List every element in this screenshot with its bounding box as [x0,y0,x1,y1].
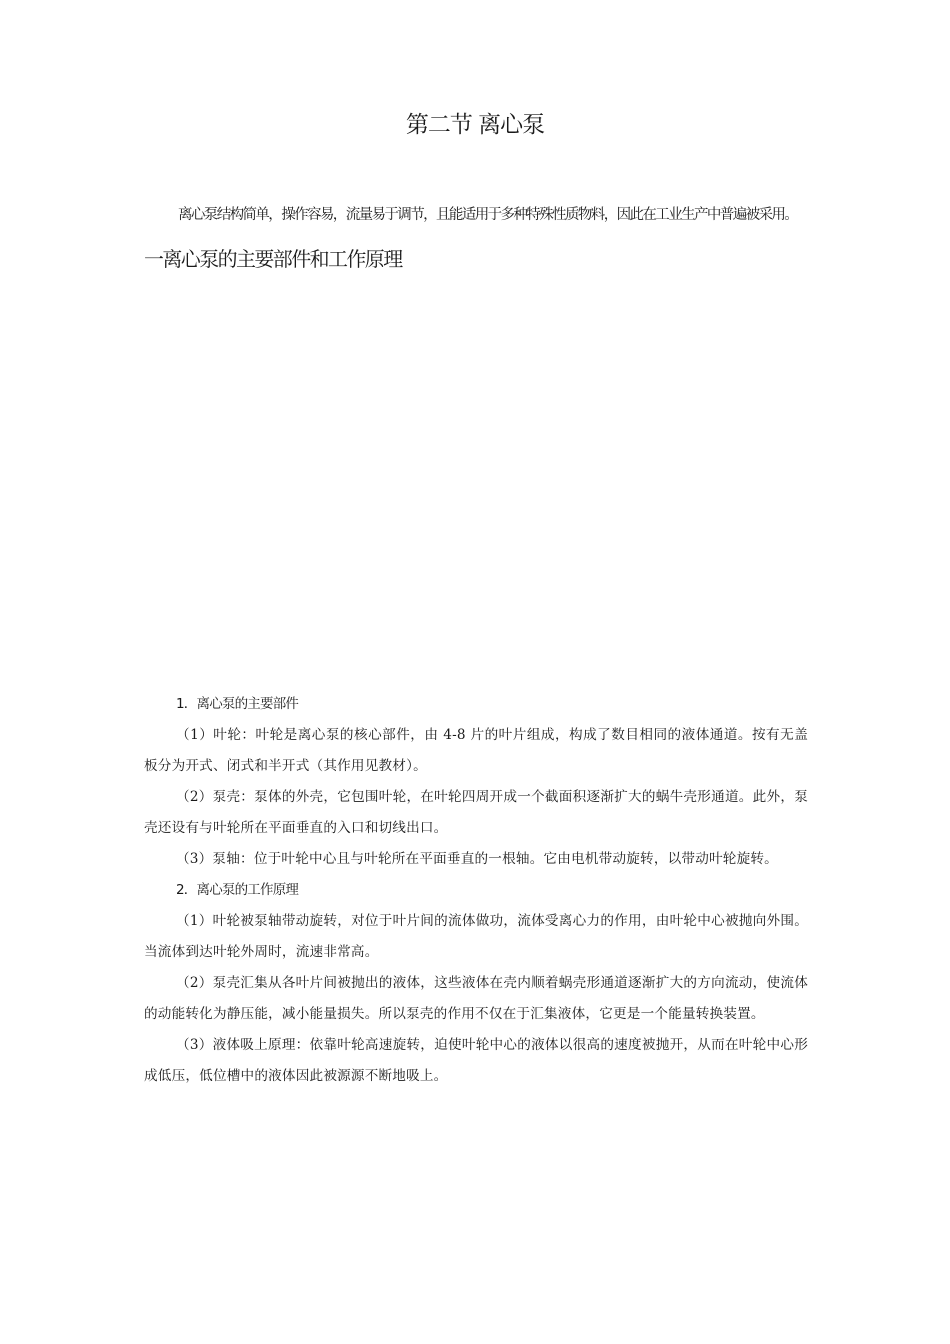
parts-paragraph-impeller: （1）叶轮：叶轮是离心泵的核心部件，由 4-8 片的叶片组成，构成了数目相同的液体通道。按有无盖板分为开式、闭式和半开式（其作用见教材）。 [144,727,808,774]
body-text [144,689,808,1092]
page-title: 第二节 离心泵 [405,112,545,138]
section-heading: 一离心泵的主要部件和工作原理 [144,247,402,271]
principle-paragraph-1: （1）叶轮被泵轴带动旋转，对位于叶片间的流体做功，流体受离心力的作用，由叶轮中心被抛向外围。当流体到达叶轮外周时，流速非常高。 [144,913,808,960]
parts-heading: 1．离心泵的主要部件 [176,696,299,712]
principle-heading: 2．离心泵的工作原理 [176,882,299,898]
parts-paragraph-shaft: （3）泵轴：位于叶轮中心且与叶轮所在平面垂直的一根轴。它由电机带动旋转，以带动叶轮旋转。 [176,851,778,867]
parts-paragraph-casing: （2）泵壳：泵体的外壳，它包围叶轮，在叶轮四周开成一个截面积逐渐扩大的蜗牛壳形通道。此外，泵壳还设有与叶轮所在平面垂直的入口和切线出口。 [144,789,808,836]
figure-placeholder [144,285,806,680]
intro-paragraph: 离心泵结构简单，操作容易，流量易于调节，且能适用于多种特殊性质物料，因此在工业生产中普遍被采用。 [178,207,798,223]
principle-paragraph-2: （2）泵壳汇集从各叶片间被抛出的液体，这些液体在壳内顺着蜗壳形通道逐渐扩大的方向流动，使流体的动能转化为静压能，减小能量损失。所以泵壳的作用不仅在于汇集液体，它更是一个能量转换装置。 [144,975,808,1022]
principle-paragraph-3: （3）液体吸上原理：依靠叶轮高速旋转，迫使叶轮中心的液体以很高的速度被抛开，从而在叶轮中心形成低压，低位槽中的液体因此被源源不断地吸上。 [144,1037,808,1084]
